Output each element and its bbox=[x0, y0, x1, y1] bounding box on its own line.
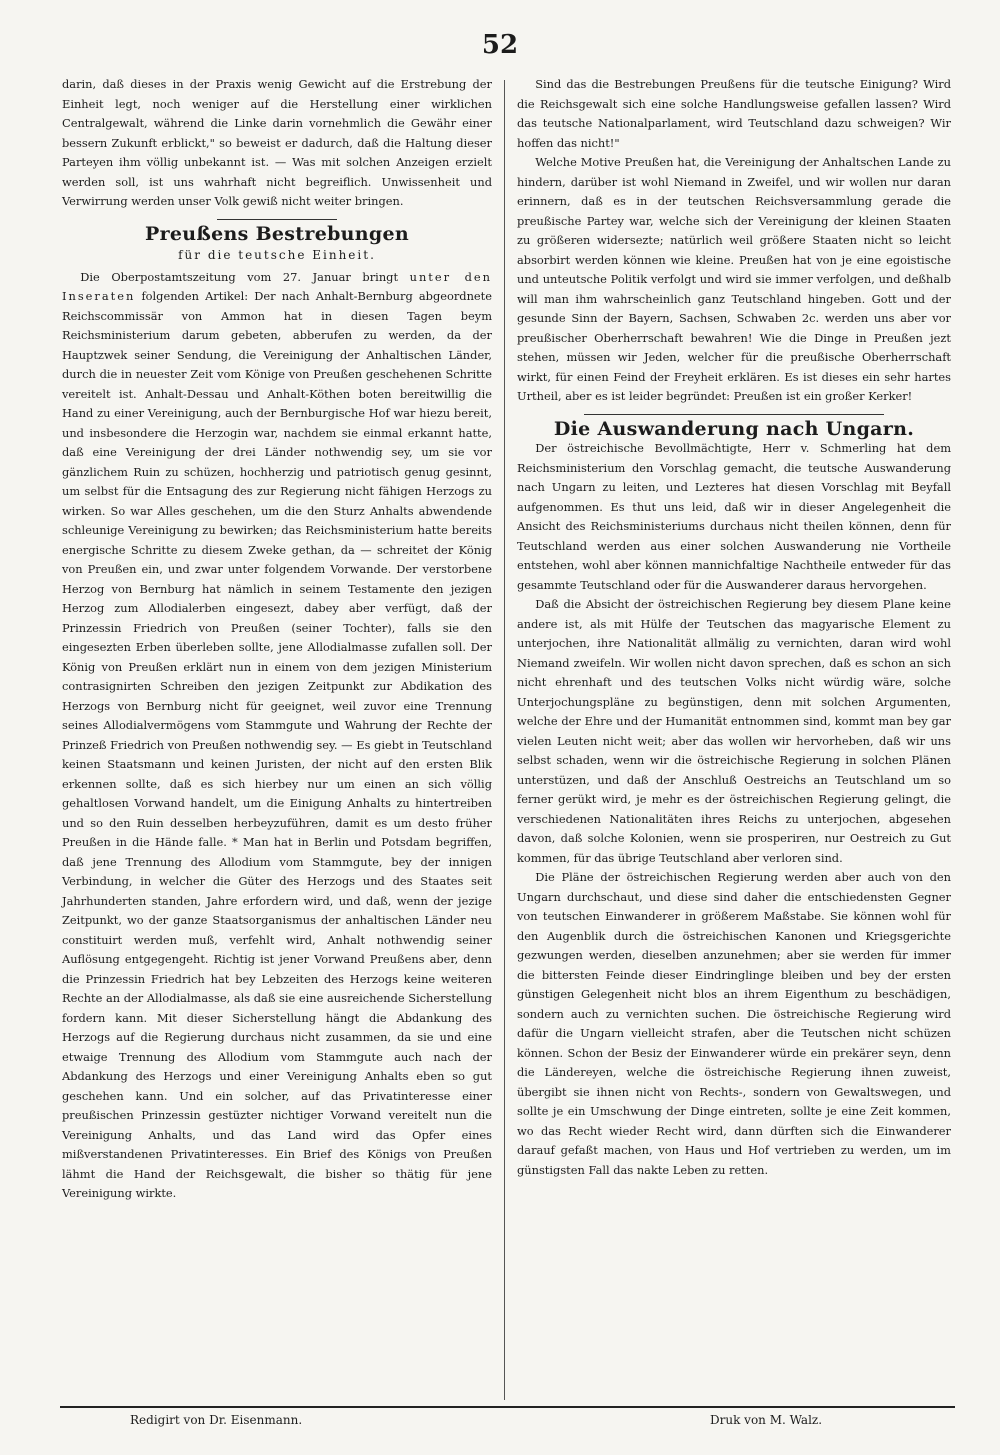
section-divider bbox=[217, 219, 337, 220]
article-title-prussia: Preußens Bestrebungen bbox=[145, 222, 409, 245]
column-divider bbox=[504, 80, 505, 1400]
article-subtitle-prussia: für die teutsche Einheit. bbox=[178, 248, 376, 262]
paragraph-motives: Welche Motive Preußen hat, die Vereinigung der Anhaltschen Lande zu hindern, darüber ist wohl Niemand in Zweifel, und wir wollen nur daran erinnern, daß es in der teutschen Reichsversammlung gerade die preußische Partey war, welche sich der Vereinigung der kleinen Staaten zu größeren widersezte; natürlich weil größere Staaten nicht so leicht absorbirt werden können wie kleine. Preußen hat von je eine egoistische und unteutsche Politik verfolgt und wird sie immer verfolgen, und deßhalb will man ihm wahrscheinlich ganz Teutschland hingeben. Gott und der gesunde Sinn der Bayern, Sachsen, Schwaben 2c. werden uns aber vor preußischer Oberherrschaft bewahren! Wie die Dinge in Preußen jezt stehen, müssen wir Jeden, welcher für die preußische Oberherrschaft wirkt, für einen Feind der Freyheit erklären. Es ist dieses ein sehr hartes Urtheil, aber es ist leider begründet: Preußen ist ein großer Kerker! bbox=[517, 155, 951, 403]
paragraph-hungary-3: Die Pläne der östreichischen Regierung werden aber auch von den Ungarn durchschaut, und diese sind daher die entschiedensten Gegner von teutschen Einwanderer in größerem Maßstabe. Sie können wohl für den Augenblik durch die östreichischen Kanonen und Kriegsgerichte gezwungen werden, dieselben anzunehmen; aber sie werden für immer die bittersten Feinde dieser Eindringlinge bleiben und bey der ersten günstigen Gelegenheit nicht blos an ihrem Eigenthum zu beschädigen, sondern auch zu vernichten suchen. Die östreichische Regierung wird dafür die Ungarn vielleicht strafen, aber die Teutschen nicht schüzen können. Schon der Besiz der Einwanderer würde ein prekärer seyn, denn die Ländereyen, welche die östreichische Regierung ihnen zuweist, übergibt sie ihnen nicht von Rechts-, sondern von Gewaltswegen, und sollte je ein Umschwung der Dinge eintreten, sollte je eine Zeit kommen, wo das Recht wieder Recht wird, dann dürften sich die Einwanderer darauf gefaßt machen, von Haus und Hof vertrieben zu werden, um im günstigsten Fall das nakte Leben zu retten. bbox=[517, 870, 951, 1177]
paragraph-hungary-1: Der östreichische Bevollmächtigte, Herr v. Schmerling hat dem Reichsministerium den Vorschlag gemacht, die teutsche Auswanderung nach Ungarn zu leiten, und Lezteres hat diesen Vorschlag mit Beyfall aufgenommen. Es thut uns leid, daß wir in dieser Angelegenheit die Ansicht des Reichsministeriums durchaus nicht theilen können, denn für Teutschland werden aus einer solchen Auswanderung nie Vortheile entstehen, wohl aber können mannichfaltige Nachtheile entweder für das gesammte Teutschland oder für die Auswanderer daraus hervorgehen. bbox=[517, 441, 951, 592]
lead-rest: folgenden Artikel: Der nach Anhalt-Bernburg abgeordnete Reichscommissär von Ammon hat in diesen Tagen beym Reichsministerium darum gebeten, abberufen zu werden, da der Hauptzwek seiner Sendung, die Vereinigung der Anhaltischen Länder, durch die in neuester Zeit vom Könige von Preußen geschehenen Schritte vereitelt ist. Anhalt-Dessau und Anhalt-Köthen boten bereitwillig die Hand zu einer Vereinigung, auch der Bernburgische Hof war hiezu bereit, und insbesondere die Herzogin war, nachdem sie einmal erkannt hatte, daß eine Vereinigung der drei Länder nothwendig sey, um sie vor gänzlichem Ruin zu schüzen, hochherzig und patriotisch genug gesinnt, um selbst für die Entsagung des zur Regierung nicht fähigen Herzogs zu wirken. So war Alles geschehen, um die den Sturz Anhalts abwendende schleunige Vereinigung zu bewirken; das Reichsministerium hatte bereits energische Schritte zu diesem Zweke gethan, da — schreitet der König von Preußen ein, und zwar unter folgendem Vorwande. Der verstorbene Herzog von Bernburg hat nämlich in seinem Testamente den jezigen Herzog zum Allodialerben eingesezt, dabey aber verfügt, daß der Prinzessin Friedrich von Preußen (seiner Tochter), falls sie den eingesezten Erben überleben sollte, jene Allodialmasse zufallen soll. Der König von Preußen erklärt nun in einem von dem jezigen Ministerium contrasignirten Schreiben den jezigen Zeitpunkt zur Abdikation des Herzogs von Bernburg nicht für geeignet, weil zuvor eine Trennung seines Allodialvermögens vom Stammgute und Wahrung der Rechte der Prinzeß Friedrich von Preußen nothwendig sey. — Es giebt in Teutschland keinen Staatsmann und keinen Juristen, der nicht auf den ersten Blik erkennen sollte, daß es sich hierbey nur um einen an sich völlig gehaltlosen Vorwand handelt, um die Einigung Anhalts zu hintertreiben und so den Ruin desselben herbeyzuführen, damit es um desto früher Preußen in die Hände falle. * Man hat in Berlin und Potsdam begriffen, daß jene Trennung des Allodium vom Stammgute, bey der innigen Verbindung, in welcher die Güter des Herzogs und des Staates seit Jahrhunderten standen, Jahre erfordern wird, und daß, wenn der jezige Zeitpunkt, wo der ganze Staatsorganismus der anhaltischen Länder neu constituirt werden muß, verfehlt wird, Anhalt nothwendig seiner Auflösung entgegengeht. Richtig ist jener Vorwand Preußens aber, denn die Prinzessin Friedrich hat bey Lebzeiten des Herzogs keine weiteren Rechte an der Allodialmasse, als daß sie eine ausreichende Sicherstellung fordern kann. Mit dieser Sicherstellung hängt die Abdankung des Herzogs auf die Regierung durchaus nicht zusammen, da sie und eine etwaige Trennung des Allodium vom Stammgute auch nach der Abdankung des Herzogs und einer Vereinigung Anhalts eben so gut geschehen kann. Und ein solcher, auf das Privatinteresse einer preußischen Prinzessin gestüzter nichtiger Vorwand vereitelt nun die Vereinigung Anhalts, und das Land wird das Opfer eines mißverstandenen Privatinteresses. Ein Brief des Königs von Preußen lähmt die Hand der Reichsgewalt, die bisher so thätig für jene Vereinigung wirkte. bbox=[62, 289, 492, 1200]
lead-start: Die Oberpostamtszeitung vom 27. Januar bringt bbox=[80, 269, 410, 284]
intro-paragraph: darin, daß dieses in der Praxis wenig Gewicht auf die Erstrebung der Einheit legt, noch weniger auf die Herstellung einer wirklichen Centralgewalt, während die Linke darin vornehmlich die Gewähr einer bessern Zukunft erblickt," so beweist er dadurch, daß die Haltung dieser Parteyen ihm völlig unbekannt ist. — Was mit solchen Anzeigen erzielt werden soll, ist uns wahrhaft nicht begreiflich. Unwissenheit und Verwirrung werden unser Volk gewiß nicht weiter bringen. bbox=[62, 77, 492, 208]
footer-editor: Redigirt von Dr. Eisenmann. bbox=[130, 1413, 303, 1427]
lead-spaced: unter den Inseraten bbox=[62, 269, 492, 303]
section-divider bbox=[584, 414, 884, 415]
right-column bbox=[517, 75, 951, 1180]
paragraph-hungary-2: Daß die Absicht der östreichischen Regierung bey diesem Plane keine andere ist, als mit Hülfe der Teutschen das magyarische Element zu unterjochen, ihre Nationalität allmälig zu vernichten, daran wird wohl Niemand zweifeln. Wir wollen nicht davon sprechen, daß es schon an sich nicht ehrenhaft und des teutschen Volks nicht würdig wäre, solche Unterjochungspläne zu begünstigen, denn mit solchen Argumenten, welche der Ehre und der Humanität entnommen sind, kommt man bey gar vielen Leuten nicht weit; aber das wollen wir hervorheben, daß wir uns selbst schaden, wenn wir die östreichische Regierung in solchen Plänen unterstüzen, und daß der Anschluß Oestreichs an Teutschland um so ferner gerükt wird, je mehr es der östreichischen Regierung gelingt, die verschiedenen Nationalitäten ihres Reichs zu unterjochen, abgesehen davon, daß solche Kolonien, wenn sie prosperiren, nur Oestreich zu Gut kommen, für das übrige Teutschland aber verloren sind. bbox=[517, 597, 951, 865]
page-number: 52 bbox=[481, 30, 519, 60]
article-body-prussia bbox=[62, 268, 492, 1204]
left-column bbox=[62, 75, 492, 1204]
article-title-hungary: Die Auswanderung nach Ungarn. bbox=[553, 417, 915, 440]
footer-rule bbox=[60, 1406, 955, 1408]
paragraph-questions: Sind das die Bestrebungen Preußens für die teutsche Einigung? Wird die Reichsgewalt sich eine solche Handlungsweise gefallen lassen? Wird das teutsche Nationalparlament, wird Teutschland dazu schweigen? Wir hoffen das nicht!" bbox=[517, 77, 951, 150]
footer-printer: Druk von M. Walz. bbox=[710, 1413, 823, 1427]
